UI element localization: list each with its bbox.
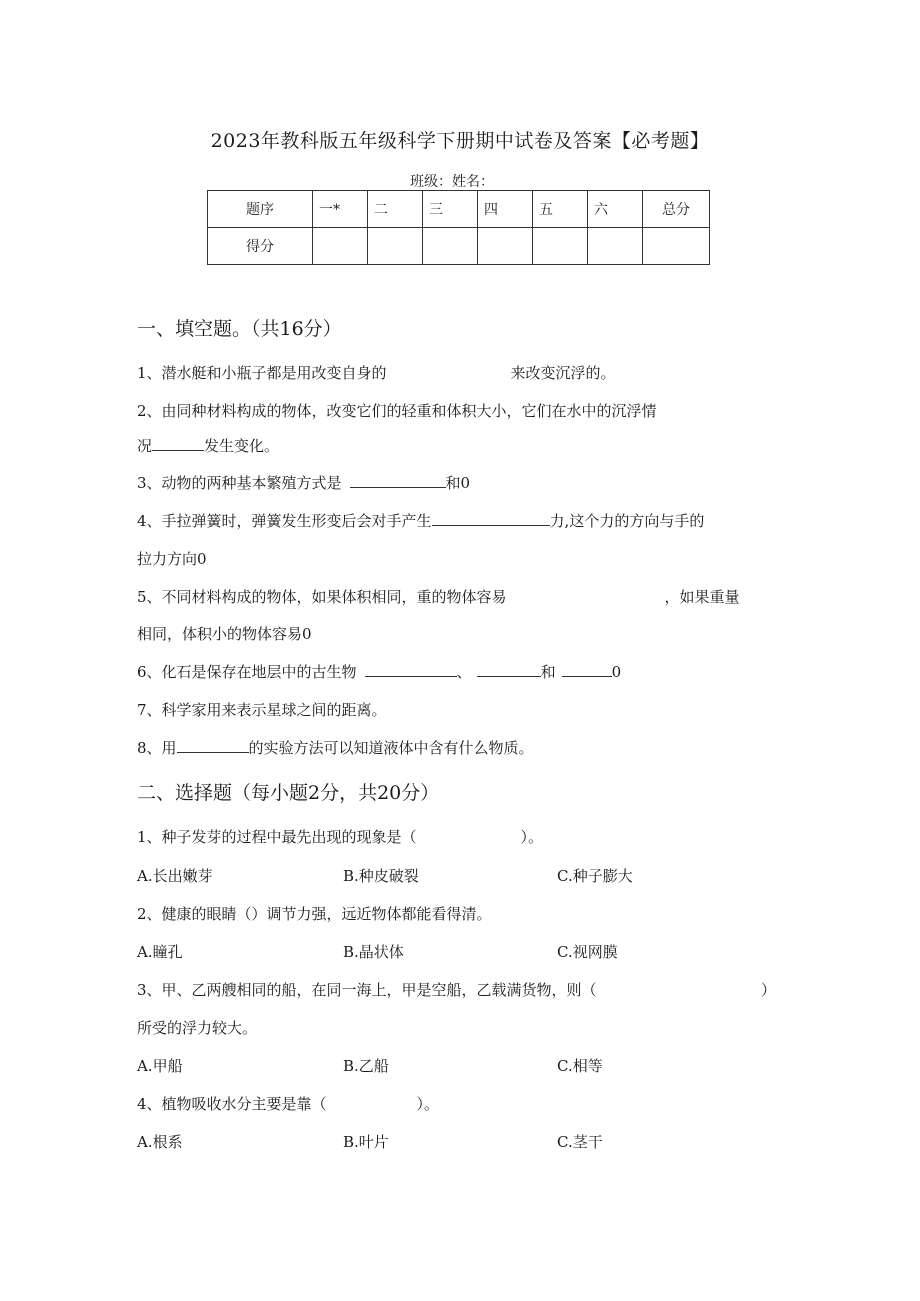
question-text: ）。 xyxy=(520,828,544,846)
table-cell: 六 xyxy=(588,191,643,228)
answer-blank[interactable] xyxy=(432,511,550,526)
question-1-2-cont xyxy=(137,435,279,456)
question-text: 6、化石是保存在地层中的古生物 xyxy=(137,663,357,681)
option-c[interactable]: C.茎干 xyxy=(557,1133,603,1151)
table-cell: 四 xyxy=(478,191,533,228)
question-text: 和0 xyxy=(445,474,471,492)
score-input-cell[interactable] xyxy=(478,228,533,265)
answer-blank[interactable] xyxy=(365,662,457,677)
question-text: 况 xyxy=(137,437,153,455)
answer-blank[interactable] xyxy=(152,436,204,451)
class-name-line: 班级：姓名： xyxy=(410,174,494,190)
table-cell: 三 xyxy=(423,191,478,228)
score-input-cell[interactable] xyxy=(588,228,643,265)
page-title: 2023年教科版五年级科学下册期中试卷及答案【必考题】 xyxy=(210,130,710,152)
question-2-2: 2、健康的眼睛（）调节力强，远近物体都能看得清。 xyxy=(137,905,492,923)
question-text: 1、种子发芽的过程中最先出现的现象是（ xyxy=(137,828,417,846)
section-heading-fill-blank: 一、填空题。（共16分） xyxy=(137,318,342,340)
question-2-1 xyxy=(137,826,543,847)
option-c[interactable]: C.种子膨大 xyxy=(557,867,633,885)
option-a[interactable]: A.瞳孔 xyxy=(137,943,183,961)
question-2-3: 3、甲、乙两艘相同的船，在同一海上，甲是空船，乙载满货物，则（ xyxy=(137,981,597,999)
question-1-3 xyxy=(137,472,470,493)
question-1-4-cont: 拉力方向0 xyxy=(137,550,207,568)
question-text: 发生变化。 xyxy=(204,437,280,455)
question-text: 4、植物吸收水分主要是靠（ xyxy=(137,1095,327,1113)
question-1-5 xyxy=(137,586,740,607)
question-text: 1、潜水艇和小瓶子都是用改变自身的 xyxy=(137,364,387,382)
score-input-cell[interactable] xyxy=(313,228,368,265)
section-heading-multiple-choice: 二、选择题（每小题2分，共20分） xyxy=(137,782,440,804)
score-input-cell[interactable] xyxy=(368,228,423,265)
question-text: 来改变沉浮的。 xyxy=(510,364,616,382)
answer-blank[interactable] xyxy=(350,473,446,488)
table-cell: 题序 xyxy=(208,191,313,228)
score-input-cell[interactable] xyxy=(643,228,710,265)
table-cell: 二 xyxy=(368,191,423,228)
table-cell: 五 xyxy=(533,191,588,228)
question-1-4 xyxy=(137,510,704,531)
question-text: 8、用 xyxy=(137,739,177,757)
question-1-7: 7、科学家用来表示星球之间的距离。 xyxy=(137,701,387,719)
option-b[interactable]: B.种皮破裂 xyxy=(343,867,419,885)
question-1-1 xyxy=(137,362,616,383)
question-text: ）。 xyxy=(416,1095,440,1113)
question-text: 力,这个力的方向与手的 xyxy=(549,512,705,530)
option-b[interactable]: B.叶片 xyxy=(343,1133,389,1151)
answer-blank[interactable] xyxy=(177,738,249,753)
question-text: ，如果重量 xyxy=(664,588,740,606)
question-text: 、 xyxy=(456,663,472,681)
option-a[interactable]: A.长出嫩芽 xyxy=(137,867,213,885)
option-c[interactable]: C.视网膜 xyxy=(557,943,618,961)
question-1-8 xyxy=(137,737,534,758)
question-1-2: 2、由同种材料构成的物体，改变它们的轻重和体积大小，它们在水中的沉浮情 xyxy=(137,402,657,420)
question-text: 3、动物的两种基本繁殖方式是 xyxy=(137,474,342,492)
table-cell: 一* xyxy=(313,191,368,228)
table-cell: 得分 xyxy=(208,228,313,265)
question-text: 4、手拉弹簧时，弹簧发生形变后会对手产生 xyxy=(137,512,432,530)
score-table-header-row xyxy=(208,191,710,228)
question-text: 的实验方法可以知道液体中含有什么物质。 xyxy=(248,739,534,757)
answer-blank[interactable] xyxy=(477,662,541,677)
question-1-5-cont: 相同，体积小的物体容易0 xyxy=(137,625,312,643)
question-text: 和 xyxy=(540,663,556,681)
table-cell: 总分 xyxy=(643,191,710,228)
question-2-3-paren: ） xyxy=(761,981,777,999)
question-text: 5、不同材料构成的物体，如果体积相同，重的物体容易 xyxy=(137,588,507,606)
option-a[interactable]: A.根系 xyxy=(137,1133,183,1151)
option-a[interactable]: A.甲船 xyxy=(137,1057,183,1075)
question-2-3-cont: 所受的浮力较大。 xyxy=(137,1019,258,1037)
question-2-4 xyxy=(137,1093,439,1114)
score-table xyxy=(207,190,710,265)
score-input-cell[interactable] xyxy=(423,228,478,265)
score-table-score-row xyxy=(208,228,710,265)
question-1-6 xyxy=(137,661,621,682)
option-c[interactable]: C.相等 xyxy=(557,1057,603,1075)
option-b[interactable]: B.晶状体 xyxy=(343,943,404,961)
answer-blank[interactable] xyxy=(562,662,612,677)
option-b[interactable]: B.乙船 xyxy=(343,1057,389,1075)
score-input-cell[interactable] xyxy=(533,228,588,265)
question-text: 0 xyxy=(611,663,622,681)
